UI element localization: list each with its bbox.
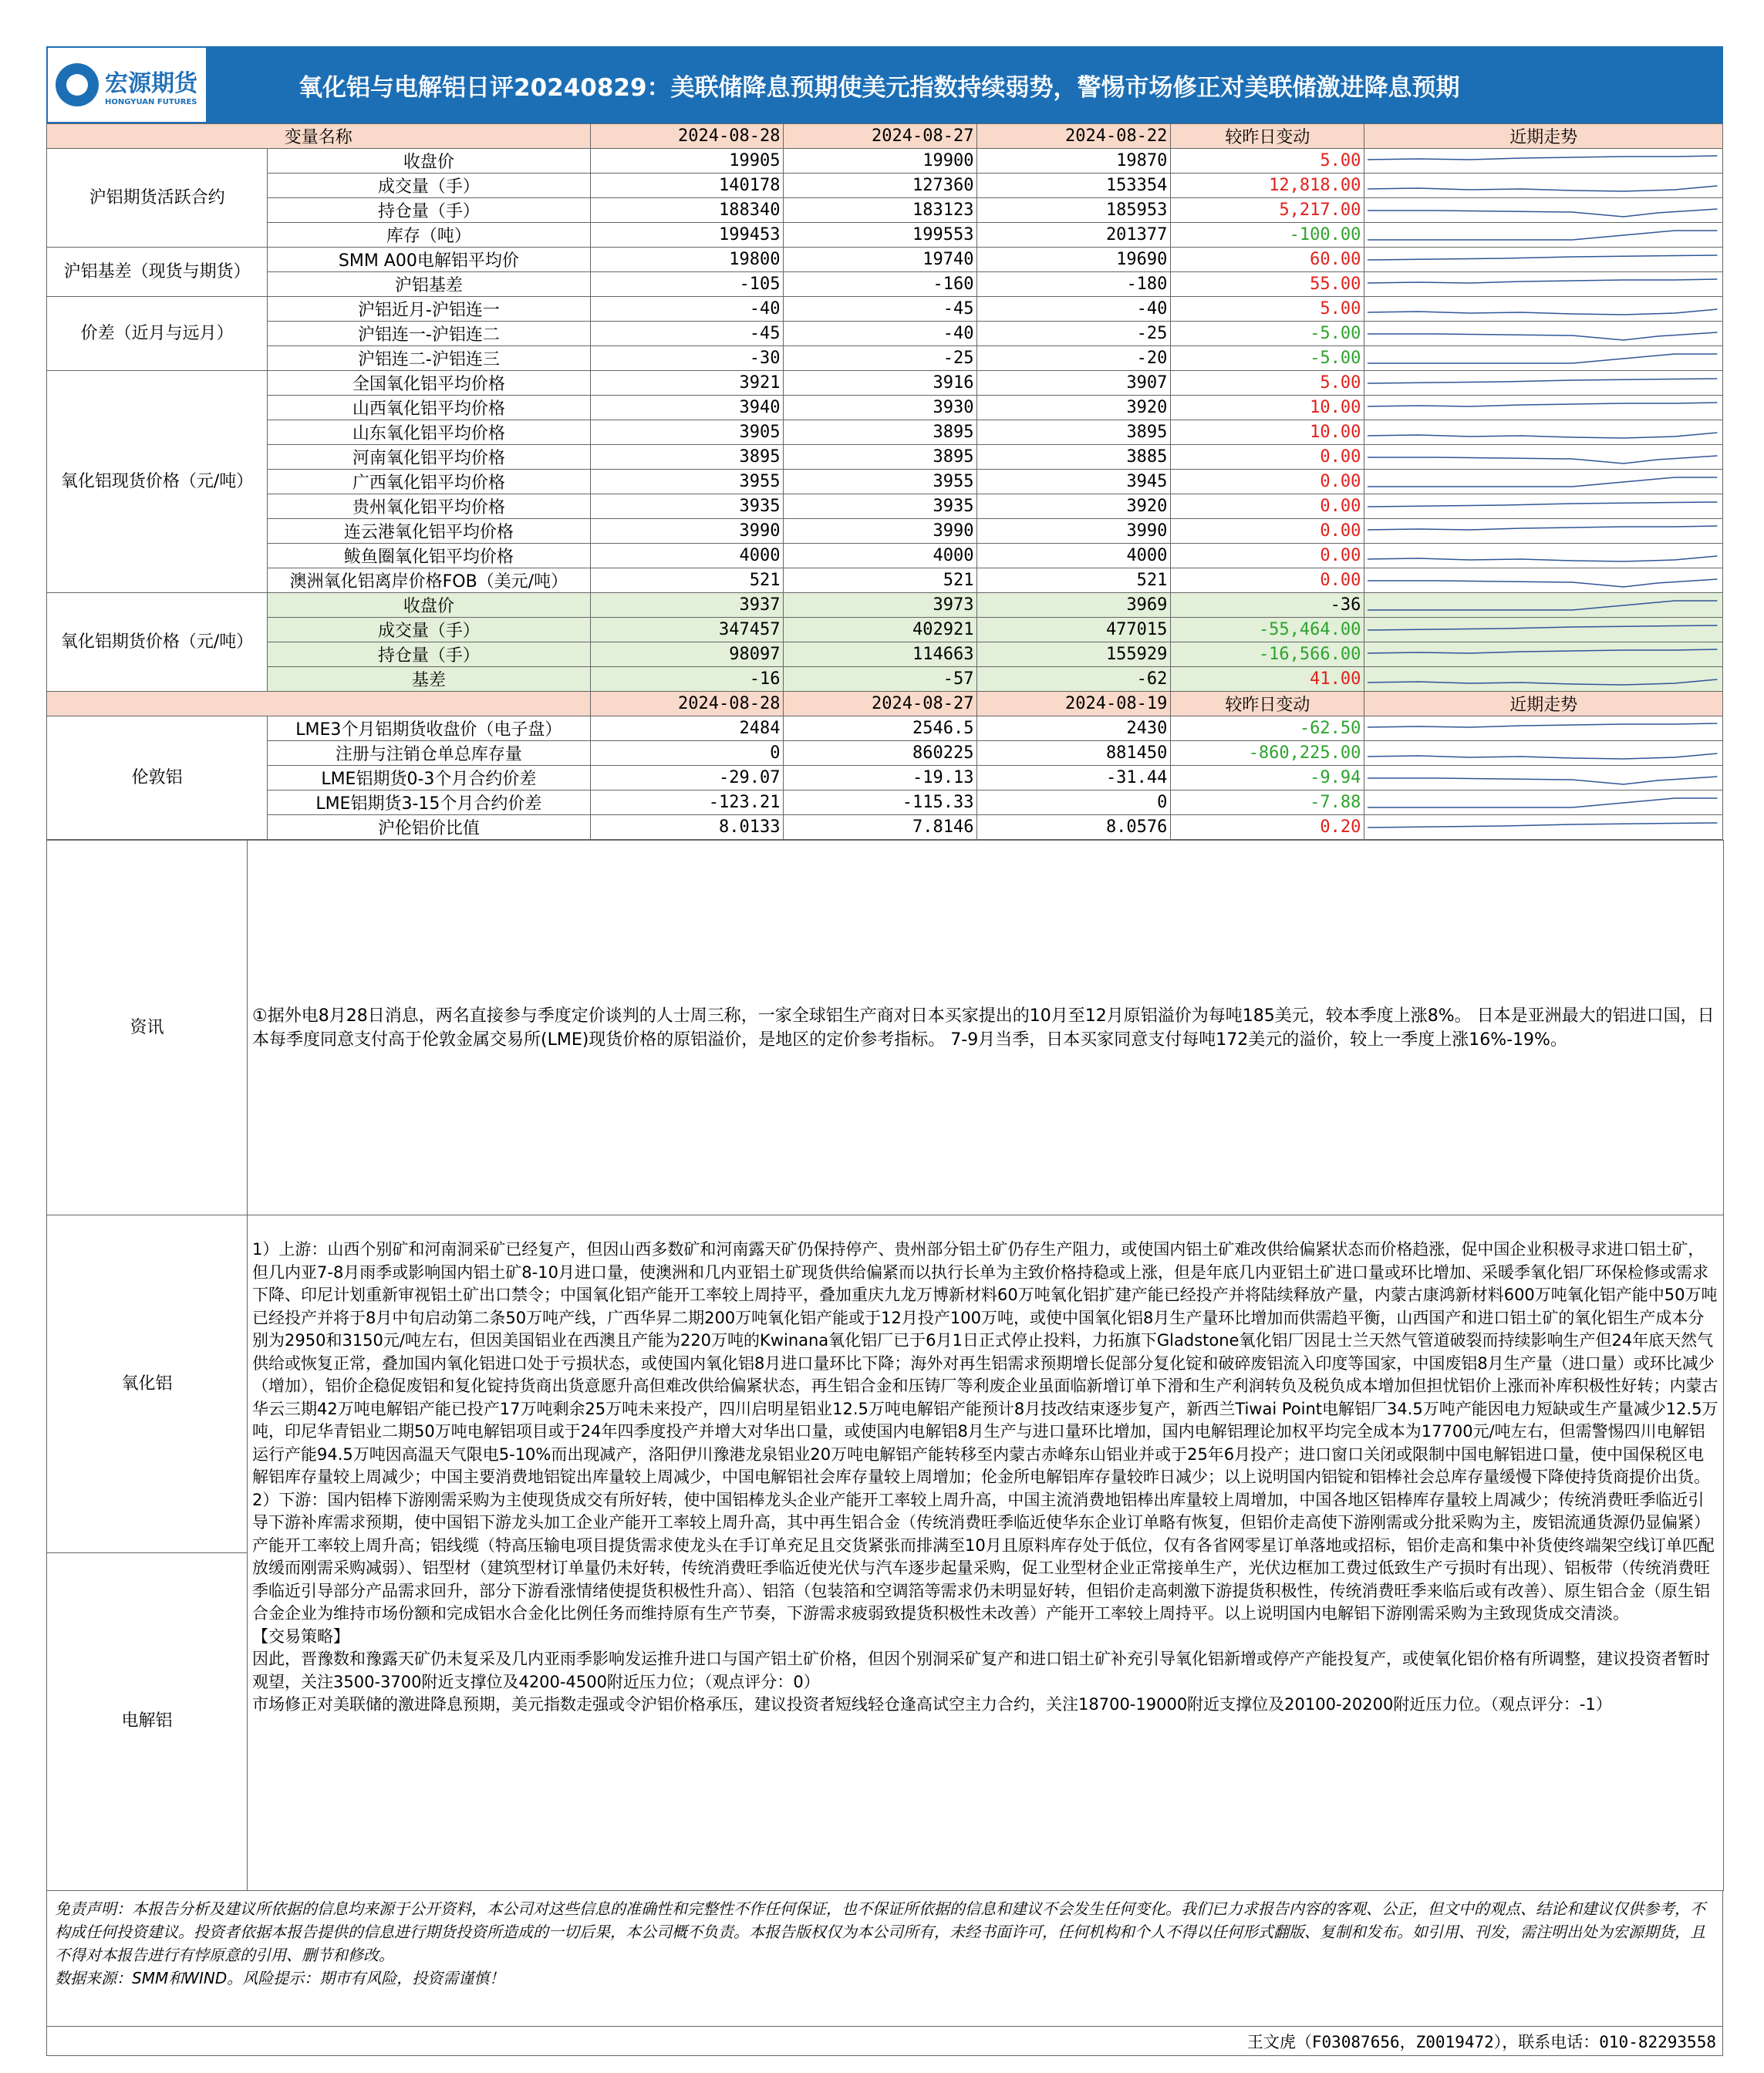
- row-name: 沪伦铝价比值: [268, 815, 590, 840]
- value-date-1: -45: [590, 322, 784, 346]
- analysis-text: [248, 1215, 1724, 1891]
- col-date-1: 2024-08-28: [590, 692, 784, 716]
- value-date-1: -105: [590, 272, 784, 297]
- value-change: 10.00: [1171, 396, 1364, 420]
- row-name: 贵州氧化铝平均价格: [268, 494, 590, 519]
- value-change: 5,217.00: [1171, 198, 1364, 223]
- col-trend: 近期走势: [1364, 692, 1723, 716]
- value-date-2: -115.33: [784, 790, 977, 815]
- value-change: 41.00: [1171, 667, 1364, 692]
- trend-sparkline: [1364, 445, 1723, 470]
- value-date-2: 3955: [784, 470, 977, 494]
- value-date-3: 185953: [977, 198, 1171, 223]
- col-date-2: 2024-08-27: [784, 692, 977, 716]
- table-row: [47, 642, 1723, 667]
- analysis-table: [46, 840, 1724, 1891]
- trend-sparkline: [1364, 223, 1723, 248]
- trend-sparkline: [1364, 815, 1723, 840]
- group-label: 氧化铝现货价格（元/吨）: [47, 371, 268, 593]
- contact-info: 王文虎（F03087656，Z0019472），联系电话：010-82293558: [46, 2027, 1723, 2056]
- value-date-1: 19905: [590, 149, 784, 174]
- value-date-3: 19690: [977, 248, 1171, 272]
- trend-sparkline: [1364, 149, 1723, 174]
- trend-sparkline: [1364, 470, 1723, 494]
- value-date-1: -16: [590, 667, 784, 692]
- row-name: SMM A00电解铝平均价: [268, 248, 590, 272]
- value-date-3: 3920: [977, 494, 1171, 519]
- value-date-1: 8.0133: [590, 815, 784, 840]
- row-name: 沪铝近月-沪铝连一: [268, 297, 590, 322]
- value-date-1: 347457: [590, 618, 784, 642]
- value-date-2: 2546.5: [784, 716, 977, 741]
- table-row: [47, 790, 1723, 815]
- row-name: 成交量（手）: [268, 618, 590, 642]
- trend-sparkline: [1364, 248, 1723, 272]
- report-page: [46, 46, 1723, 2056]
- value-change: 0.00: [1171, 494, 1364, 519]
- value-date-3: 3907: [977, 371, 1171, 396]
- value-date-3: -180: [977, 272, 1171, 297]
- header-blank: [47, 692, 591, 716]
- row-name: 收盘价: [268, 593, 590, 618]
- row-name: 注册与注销仓单总库存量: [268, 741, 590, 766]
- value-date-1: 188340: [590, 198, 784, 223]
- row-name: 连云港氧化铝平均价格: [268, 519, 590, 544]
- trend-sparkline: [1364, 790, 1723, 815]
- report-header: [46, 46, 1723, 123]
- value-change: -62.50: [1171, 716, 1364, 741]
- value-date-3: 2430: [977, 716, 1171, 741]
- table-row: [47, 519, 1723, 544]
- trend-sparkline: [1364, 494, 1723, 519]
- value-date-3: 521: [977, 568, 1171, 593]
- strategy-alumina: 因此，晋豫数和豫露天矿仍未复采及几内亚雨季影响发运推升进口与国产铝土矿价格，但因个别洞采矿复产和进口铝土矿补充引导氧化铝新增或停产产能投复产，或使氧化铝价格有所调整，建议投资者暂时观望，关注3500-3700附近支撑位及4200-4500附近压力位；（观点评分：0）: [252, 1650, 1710, 1691]
- value-date-3: 201377: [977, 223, 1171, 248]
- table-row: [47, 815, 1723, 840]
- value-date-2: 3935: [784, 494, 977, 519]
- trend-sparkline: [1364, 568, 1723, 593]
- table-row: [47, 174, 1723, 198]
- table-row: [47, 544, 1723, 568]
- report-title: 氧化铝与电解铝日评20240829：美联储降息预期使美元指数持续弱势，警惕市场修正对美联储激进降息预期: [298, 73, 1460, 102]
- row-name: 澳洲氧化铝离岸价格FOB（美元/吨）: [268, 568, 590, 593]
- table-row: [47, 420, 1723, 445]
- value-date-2: 3990: [784, 519, 977, 544]
- table-header-row: [47, 124, 1723, 149]
- trend-sparkline: [1364, 593, 1723, 618]
- table-row: [47, 593, 1723, 618]
- value-date-2: 3895: [784, 420, 977, 445]
- alumina-label: 氧化铝: [47, 1215, 247, 1553]
- value-change: 0.00: [1171, 519, 1364, 544]
- value-change: -7.88: [1171, 790, 1364, 815]
- value-change: 0.00: [1171, 470, 1364, 494]
- group-label: 沪铝基差（现货与期货）: [47, 248, 268, 297]
- value-date-1: -30: [590, 346, 784, 371]
- value-change: -36: [1171, 593, 1364, 618]
- logo-mark-icon: [56, 63, 99, 106]
- value-change: -55,464.00: [1171, 618, 1364, 642]
- table-row: [47, 741, 1723, 766]
- value-date-2: 3916: [784, 371, 977, 396]
- value-date-1: 3990: [590, 519, 784, 544]
- value-date-3: -25: [977, 322, 1171, 346]
- table-row: [47, 667, 1723, 692]
- upstream-paragraph: 1）上游：山西个别矿和河南洞采矿已经复产，但因山西多数矿和河南露天矿仍保持停产、贵州部分铝土矿仍存生产阻力，或使国内铝土矿难改供给偏紧状态而价格趋涨，促中国企业积极寻求进口铝土矿，但几内亚7-8月雨季或影响国内铝土矿8-10月进口量，使澳洲和几内亚铝土矿现货供给偏紧而以执行长单为主致价格持稳或上涨，但是年底几内亚铝土矿进口量或环比增加、采暖季氧化铝厂环保检修或需求下降、印尼计划重新审视铝土矿出口禁令；中国氧化铝产能开工率较上周持平，叠加重庆九龙万博新材料60万吨氧化铝扩建产能已经投产并将陆续释放产量，内蒙古康鸿新材料600万吨氧化铝产能中50万吨已经投产并将于8月中旬启动第二条50万吨产线，广西华昇二期200万吨氧化铝产能或于12月投产100万吨，或使中国氧化铝8月生产量环比增加而供需趋平衡，山西国产和进口铝土矿的氧化铝生产成本分别为2950和3150元/吨左右，但因美国铝业在西澳且产能为220万吨的Kwinana氧化铝厂已于6月1日正式停止投料，力拓旗下Gladstone氧化铝厂因昆士兰天然气管道破裂而持续影响生产但24年底天然气供给或恢复正常，叠加国内氧化铝进口处于亏损状态，或使国内氧化铝8月进口量环比下降；海外对再生铝需求预期增长促部分复化锭和破碎废铝流入印度等国家，中国废铝8月生产量（进口量）或环比减少（增加），铝价企稳促废铝和复化锭持货商出货意愿升高但难改供给偏紧状态，再生铝合金和压铸厂等利废企业虽面临新增订单下滑和生产利润转负及税负成本增加但担忧铝价上涨而补库积极性好转；内蒙古华云三期42万吨电解铝产能已投产17万吨剩余25万吨未来投产，四川启明星铝业12.5万吨电解铝产能预计8月技改结束逐步复产，新西兰Tiwai Point电解铝厂34.5万吨产能因电力短缺或生产量减少12.5万吨，印尼华青铝业二期50万吨电解铝项目或于24年四季度投产并增大对华出口量，或使国内电解铝8月生产与进口量环比增加，国内电解铝理论加权平均完全成本为17700元/吨左右，但需警惕四川电解铝运行产能94.5万吨因高温天气限电5-10%而出现减产，洛阳伊川豫港龙泉铝业20万吨电解铝产能转移至内蒙古赤峰东山铝业并或于25年6月投产；进口窗口关闭或限制中国电解铝进口量，使中国保税区电解铝库存量较上周减少；中国主要消费地铝锭出库量较上周减少，中国电解铝社会库存量较上周增加；伦金所电解铝库存量较昨日减少；以上说明国内铝锭和铝棒社会总库存量缓慢下降使持货商提价出货。: [252, 1240, 1718, 1486]
- value-date-2: 127360: [784, 174, 977, 198]
- value-date-1: 0: [590, 741, 784, 766]
- trend-sparkline: [1364, 420, 1723, 445]
- trend-sparkline: [1364, 297, 1723, 322]
- value-date-2: 3895: [784, 445, 977, 470]
- value-date-3: -31.44: [977, 766, 1171, 790]
- value-date-2: 19900: [784, 149, 977, 174]
- value-change: 10.00: [1171, 420, 1364, 445]
- analysis-labels: [47, 1215, 248, 1891]
- value-date-2: 4000: [784, 544, 977, 568]
- value-date-3: 3885: [977, 445, 1171, 470]
- value-date-1: 4000: [590, 544, 784, 568]
- trend-sparkline: [1364, 198, 1723, 223]
- row-name: 基差: [268, 667, 590, 692]
- value-change: -5.00: [1171, 322, 1364, 346]
- value-date-3: 881450: [977, 741, 1171, 766]
- value-date-3: 4000: [977, 544, 1171, 568]
- value-date-3: 0: [977, 790, 1171, 815]
- table-row: [47, 346, 1723, 371]
- value-date-3: 3990: [977, 519, 1171, 544]
- table-row: [47, 223, 1723, 248]
- value-date-2: 3973: [784, 593, 977, 618]
- value-date-3: 8.0576: [977, 815, 1171, 840]
- row-name: 收盘价: [268, 149, 590, 174]
- data-table: [46, 123, 1723, 840]
- value-date-1: 3940: [590, 396, 784, 420]
- value-date-2: 402921: [784, 618, 977, 642]
- analysis-row: [47, 1215, 1724, 1891]
- value-date-2: -160: [784, 272, 977, 297]
- value-date-3: 3945: [977, 470, 1171, 494]
- trend-sparkline: [1364, 272, 1723, 297]
- value-date-3: 155929: [977, 642, 1171, 667]
- value-date-3: 3920: [977, 396, 1171, 420]
- disclaimer: [46, 1891, 1723, 2027]
- table-row: [47, 198, 1723, 223]
- table-row: [47, 470, 1723, 494]
- col-date-2: 2024-08-27: [784, 124, 977, 149]
- value-change: -9.94: [1171, 766, 1364, 790]
- value-date-1: -40: [590, 297, 784, 322]
- table-row: [47, 618, 1723, 642]
- row-name: 持仓量（手）: [268, 642, 590, 667]
- table-row: [47, 149, 1723, 174]
- value-change: 5.00: [1171, 371, 1364, 396]
- value-change: 0.00: [1171, 544, 1364, 568]
- value-date-2: 521: [784, 568, 977, 593]
- value-change: -100.00: [1171, 223, 1364, 248]
- value-date-3: 19870: [977, 149, 1171, 174]
- value-change: 0.00: [1171, 445, 1364, 470]
- table-row: [47, 445, 1723, 470]
- logo-en: HONGYUAN FUTURES: [105, 97, 197, 106]
- value-date-3: 3895: [977, 420, 1171, 445]
- value-date-2: 860225: [784, 741, 977, 766]
- value-date-2: 3930: [784, 396, 977, 420]
- table-row: [47, 396, 1723, 420]
- trend-sparkline: [1364, 766, 1723, 790]
- value-date-3: -20: [977, 346, 1171, 371]
- value-date-1: -29.07: [590, 766, 784, 790]
- group-label: 沪铝期货活跃合约: [47, 149, 268, 248]
- value-date-1: 19800: [590, 248, 784, 272]
- row-name: LME铝期货0-3个月合约价差: [268, 766, 590, 790]
- value-date-3: -62: [977, 667, 1171, 692]
- value-change: 0.20: [1171, 815, 1364, 840]
- value-date-2: 19740: [784, 248, 977, 272]
- value-change: 5.00: [1171, 149, 1364, 174]
- value-change: 60.00: [1171, 248, 1364, 272]
- value-change: 55.00: [1171, 272, 1364, 297]
- trend-sparkline: [1364, 716, 1723, 741]
- trend-sparkline: [1364, 174, 1723, 198]
- news-label: 资讯: [47, 841, 248, 1215]
- value-date-1: 3905: [590, 420, 784, 445]
- row-name: 沪铝连一-沪铝连二: [268, 322, 590, 346]
- value-date-2: 114663: [784, 642, 977, 667]
- row-name: LME3个月铝期货收盘价（电子盘）: [268, 716, 590, 741]
- trend-sparkline: [1364, 519, 1723, 544]
- value-change: 12,818.00: [1171, 174, 1364, 198]
- value-date-2: -25: [784, 346, 977, 371]
- row-name: LME铝期货3-15个月合约价差: [268, 790, 590, 815]
- row-name: 鲅鱼圈氧化铝平均价格: [268, 544, 590, 568]
- col-change: 较昨日变动: [1171, 692, 1364, 716]
- table-header-row-2: [47, 692, 1723, 716]
- row-name: 广西氧化铝平均价格: [268, 470, 590, 494]
- table-row: [47, 322, 1723, 346]
- value-date-1: 3895: [590, 445, 784, 470]
- value-change: -5.00: [1171, 346, 1364, 371]
- trend-sparkline: [1364, 642, 1723, 667]
- table-row: [47, 248, 1723, 272]
- trend-sparkline: [1364, 396, 1723, 420]
- value-date-3: 477015: [977, 618, 1171, 642]
- table-row: [47, 494, 1723, 519]
- value-date-1: 98097: [590, 642, 784, 667]
- col-date-3: 2024-08-19: [977, 692, 1171, 716]
- value-date-1: 199453: [590, 223, 784, 248]
- row-name: 沪铝基差: [268, 272, 590, 297]
- row-name: 成交量（手）: [268, 174, 590, 198]
- col-change: 较昨日变动: [1171, 124, 1364, 149]
- value-date-1: 521: [590, 568, 784, 593]
- value-date-1: 3955: [590, 470, 784, 494]
- value-date-1: 140178: [590, 174, 784, 198]
- logo-cn: 宏源期货: [105, 69, 197, 97]
- col-trend: 近期走势: [1364, 124, 1723, 149]
- trend-sparkline: [1364, 371, 1723, 396]
- row-name: 山西氧化铝平均价格: [268, 396, 590, 420]
- row-name: 沪铝连二-沪铝连三: [268, 346, 590, 371]
- trend-sparkline: [1364, 741, 1723, 766]
- col-variable-name: 变量名称: [47, 124, 591, 149]
- value-date-3: 3969: [977, 593, 1171, 618]
- value-date-3: 153354: [977, 174, 1171, 198]
- trend-sparkline: [1364, 667, 1723, 692]
- value-date-2: -19.13: [784, 766, 977, 790]
- table-row: [47, 371, 1723, 396]
- strategy-aluminum: 市场修正对美联储的激进降息预期，美元指数走强或令沪铝价格承压，建议投资者短线轻仓逢高试空主力合约，关注18700-19000附近支撑位及20100-20200附近压力位。（观点评分：-1）: [252, 1695, 1612, 1714]
- row-name: 库存（吨）: [268, 223, 590, 248]
- table-row: [47, 272, 1723, 297]
- trend-sparkline: [1364, 322, 1723, 346]
- value-date-1: 3935: [590, 494, 784, 519]
- value-date-1: 2484: [590, 716, 784, 741]
- trend-sparkline: [1364, 618, 1723, 642]
- row-name: 全国氧化铝平均价格: [268, 371, 590, 396]
- table-row: [47, 568, 1723, 593]
- trend-sparkline: [1364, 544, 1723, 568]
- value-date-2: 183123: [784, 198, 977, 223]
- disclaimer-text: 免责声明：本报告分析及建议所依据的信息均来源于公开资料，本公司对这些信息的准确性和完整性不作任何保证，也不保证所依据的信息和建议不会发生任何变化。我们已力求报告内容的客观、公正，但文中的观点、结论和建议仅供参考，不构成任何投资建议。投资者依据本报告提供的信息进行期货投资所造成的一切后果，本公司概不负责。本报告版权仅为本公司所有，未经书面许可，任何机构和个人不得以任何形式翻版、复制和发布。如引用、刊发，需注明出处为宏源期货，且不得对本报告进行有悖原意的引用、删节和修改。: [55, 1899, 1705, 1964]
- row-name: 持仓量（手）: [268, 198, 590, 223]
- value-date-2: -57: [784, 667, 977, 692]
- aluminum-label: 电解铝: [121, 1711, 173, 1731]
- group-label: 价差（近月与远月）: [47, 297, 268, 371]
- group-label: 伦敦铝: [47, 716, 268, 840]
- col-date-1: 2024-08-28: [590, 124, 784, 149]
- table-row: [47, 766, 1723, 790]
- table-row: [47, 297, 1723, 322]
- company-logo: [48, 48, 206, 122]
- group-label: 氧化铝期货价格（元/吨）: [47, 593, 268, 692]
- news-row: [47, 841, 1724, 1215]
- value-date-1: -123.21: [590, 790, 784, 815]
- value-date-2: 7.8146: [784, 815, 977, 840]
- trend-sparkline: [1364, 346, 1723, 371]
- news-text: ①据外电8月28日消息，两名直接参与季度定价谈判的人士周三称，一家全球铝生产商对日本买家提出的10月至12月原铝溢价为每吨185美元，较本季度上涨8%。 日本是亚洲最大的铝进口国，日本每季度同意支付高于伦敦金属交易所(LME)现货价格的原铝溢价，是地区的定价参考指标。 7-9月当季，日本买家同意支付每吨172美元的溢价，较上一季度上涨16%-19%。: [248, 841, 1724, 1215]
- value-date-2: -40: [784, 322, 977, 346]
- value-date-3: -40: [977, 297, 1171, 322]
- strategy-title: 【交易策略】: [252, 1626, 349, 1646]
- value-date-1: 3937: [590, 593, 784, 618]
- row-name: 山东氧化铝平均价格: [268, 420, 590, 445]
- value-date-1: 3921: [590, 371, 784, 396]
- value-date-2: -45: [784, 297, 977, 322]
- data-source: 数据来源：SMM和WIND。风险提示：期市有风险，投资需谨慎！: [55, 1969, 505, 1987]
- value-change: -16,566.00: [1171, 642, 1364, 667]
- value-change: 0.00: [1171, 568, 1364, 593]
- row-name: 河南氧化铝平均价格: [268, 445, 590, 470]
- value-change: 5.00: [1171, 297, 1364, 322]
- value-change: -860,225.00: [1171, 741, 1364, 766]
- table-row: [47, 716, 1723, 741]
- downstream-paragraph: 2）下游：国内铝棒下游刚需采购为主使现货成交有所好转，使中国铝棒龙头企业产能开工率较上周升高，中国主流消费地铝棒出库量较上周增加，中国各地区铝棒库存量较上周减少；传统消费旺季临近引导下游补库需求预期，使中国铝下游龙头加工企业产能开工率较上周升高，其中再生铝合金（传统消费旺季临近使华东企业订单略有恢复，但铝价走高使下游刚需或分批采购为主，废铝流通货源仍显偏紧）产能开工率较上周升高；铝线缆（特高压输电项目提货需求使龙头在手订单充足且交货紧张而排满至10月且原料库存处于低位，仅有各省网零星订单落地或招标，铝价走高和集中补货使终端架空线订单匹配放缓而刚需采购减弱）、铝型材（建筑型材订单量仍未好转，传统消费旺季临近使光伏与汽车逐步起量采购，促工业型材企业正常接单生产，光伏边框加工费过低致生产亏损时有出现）、铝板带（传统消费旺季临近引导部分产品需求回升，部分下游看涨情绪使提货积极性升高）、铝箔（包装箔和空调箔等需求仍未明显好转，但铝价走高刺激下游提货积极性，传统消费旺季来临后或有改善）、原生铝合金（原生铝合金企业为维持市场份额和完成铝水合金化比例任务而维持原有生产节奏，下游需求疲弱致提货积极性未改善）产能开工率较上周持平。以上说明国内电解铝下游刚需采购为主致现货成交清淡。: [252, 1490, 1715, 1623]
- col-date-3: 2024-08-22: [977, 124, 1171, 149]
- value-date-2: 199553: [784, 223, 977, 248]
